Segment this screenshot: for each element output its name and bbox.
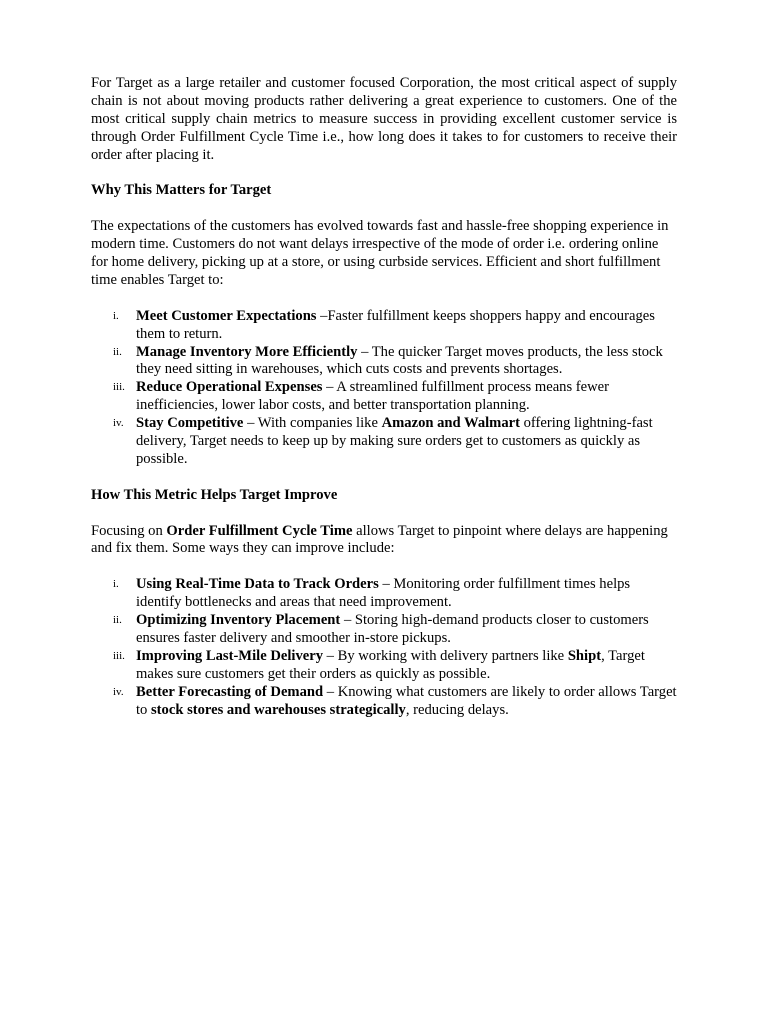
list-item: [91, 684, 677, 720]
list-item-text: , reducing delays.: [405, 701, 509, 718]
section1-paragraph: The expectations of the customers has evolved towards fast and hassle-free shopping experience in modern time. Customers do not want delays irrespective of the mode of order i.e. ordering online for home delivery, picking up at a store, or using curbside services. Efficient and short fulfillment time enables Target to:: [91, 218, 669, 288]
list-item-title: Reduce Operational Expenses: [136, 379, 323, 396]
list-item-text: –Faster fulfillment keeps shoppers happy and encourages them to return.: [136, 307, 655, 342]
benefits-list: [91, 308, 677, 469]
list-item-emphasis: Amazon and Walmart: [381, 415, 520, 432]
list-number: iii.: [113, 381, 125, 394]
paragraph-text: Focusing on: [91, 522, 167, 539]
list-item-text: – Knowing what customers are likely to order allows Target to: [136, 683, 677, 718]
list-item: [91, 576, 677, 612]
list-item-text: – The quicker Target moves products, the less stock they need sitting in warehouses, which cuts costs and prevents shortages.: [136, 343, 663, 378]
list-number: iii.: [113, 649, 125, 662]
spacer: [91, 200, 677, 218]
spacer: [91, 290, 677, 308]
list-item-text: – Storing high-demand products closer to customers ensures faster delivery and smoother in-store pickups.: [136, 612, 649, 646]
list-item-text: – By working with delivery partners like: [323, 647, 568, 664]
section2-paragraph: [91, 523, 677, 559]
spacer: [91, 505, 677, 523]
list-item: [91, 648, 677, 684]
list-item-emphasis: stock stores and warehouses strategically: [151, 701, 406, 718]
intro-paragraph: For Target as a large retailer and customer focused Corporation, the most critical aspect of supply chain is not about moving products rather delivering a great experience to customers. One of the most critical supply chain metrics to measure success in providing excellent customer service is through Order Fulfillment Cycle Time i.e., how long does it takes to for customers to receive their order after placing it.: [91, 75, 677, 163]
improvements-list: [91, 576, 677, 719]
list-item-title: Optimizing Inventory Placement: [136, 612, 341, 629]
list-number: iv.: [113, 685, 124, 698]
list-item-title: Improving Last-Mile Delivery: [136, 647, 323, 664]
list-item-emphasis: Shipt: [567, 647, 602, 664]
list-item: [91, 308, 677, 344]
list-item-text: – With companies like: [243, 415, 382, 432]
spacer: [91, 558, 677, 576]
list-number: iv.: [113, 417, 124, 430]
list-item-title: Stay Competitive: [136, 415, 244, 432]
list-item: [91, 415, 677, 469]
list-item-text: – Monitoring order fulfillment times helps identify bottlenecks and areas that need improvement.: [136, 576, 631, 611]
list-item: [91, 379, 677, 415]
list-item-title: Meet Customer Expectations: [136, 307, 317, 324]
spacer: [91, 165, 677, 183]
list-number: ii.: [113, 614, 122, 627]
list-number: i.: [113, 578, 119, 591]
list-item-text: – A streamlined fulfillment process means fewer inefficiencies, lower labor costs, and better transportation planning.: [136, 379, 610, 414]
list-item: [91, 344, 677, 380]
list-item: [91, 612, 677, 648]
list-item-text: offering lightning-fast delivery, Target needs to keep up by making sure orders get to customers as quickly as possible.: [136, 415, 653, 467]
paragraph-text: allows Target to pinpoint where delays are happening and fix them. Some ways they can improve include:: [91, 522, 668, 557]
section-heading-how: How This Metric Helps Target Improve: [91, 486, 338, 503]
list-item-title: Using Real-Time Data to Track Orders: [136, 576, 379, 593]
list-number: ii.: [113, 345, 122, 358]
list-item-title: Better Forecasting of Demand: [136, 683, 324, 700]
list-number: i.: [113, 309, 119, 322]
list-item-text: , Target makes sure customers get their orders as quickly as possible.: [136, 647, 645, 682]
spacer: [91, 469, 677, 487]
paragraph-emphasis: Order Fulfillment Cycle Time: [166, 522, 353, 539]
list-item-title: Manage Inventory More Efficiently: [136, 343, 358, 360]
document-page: [91, 75, 677, 720]
section-heading-why: Why This Matters for Target: [91, 182, 272, 199]
